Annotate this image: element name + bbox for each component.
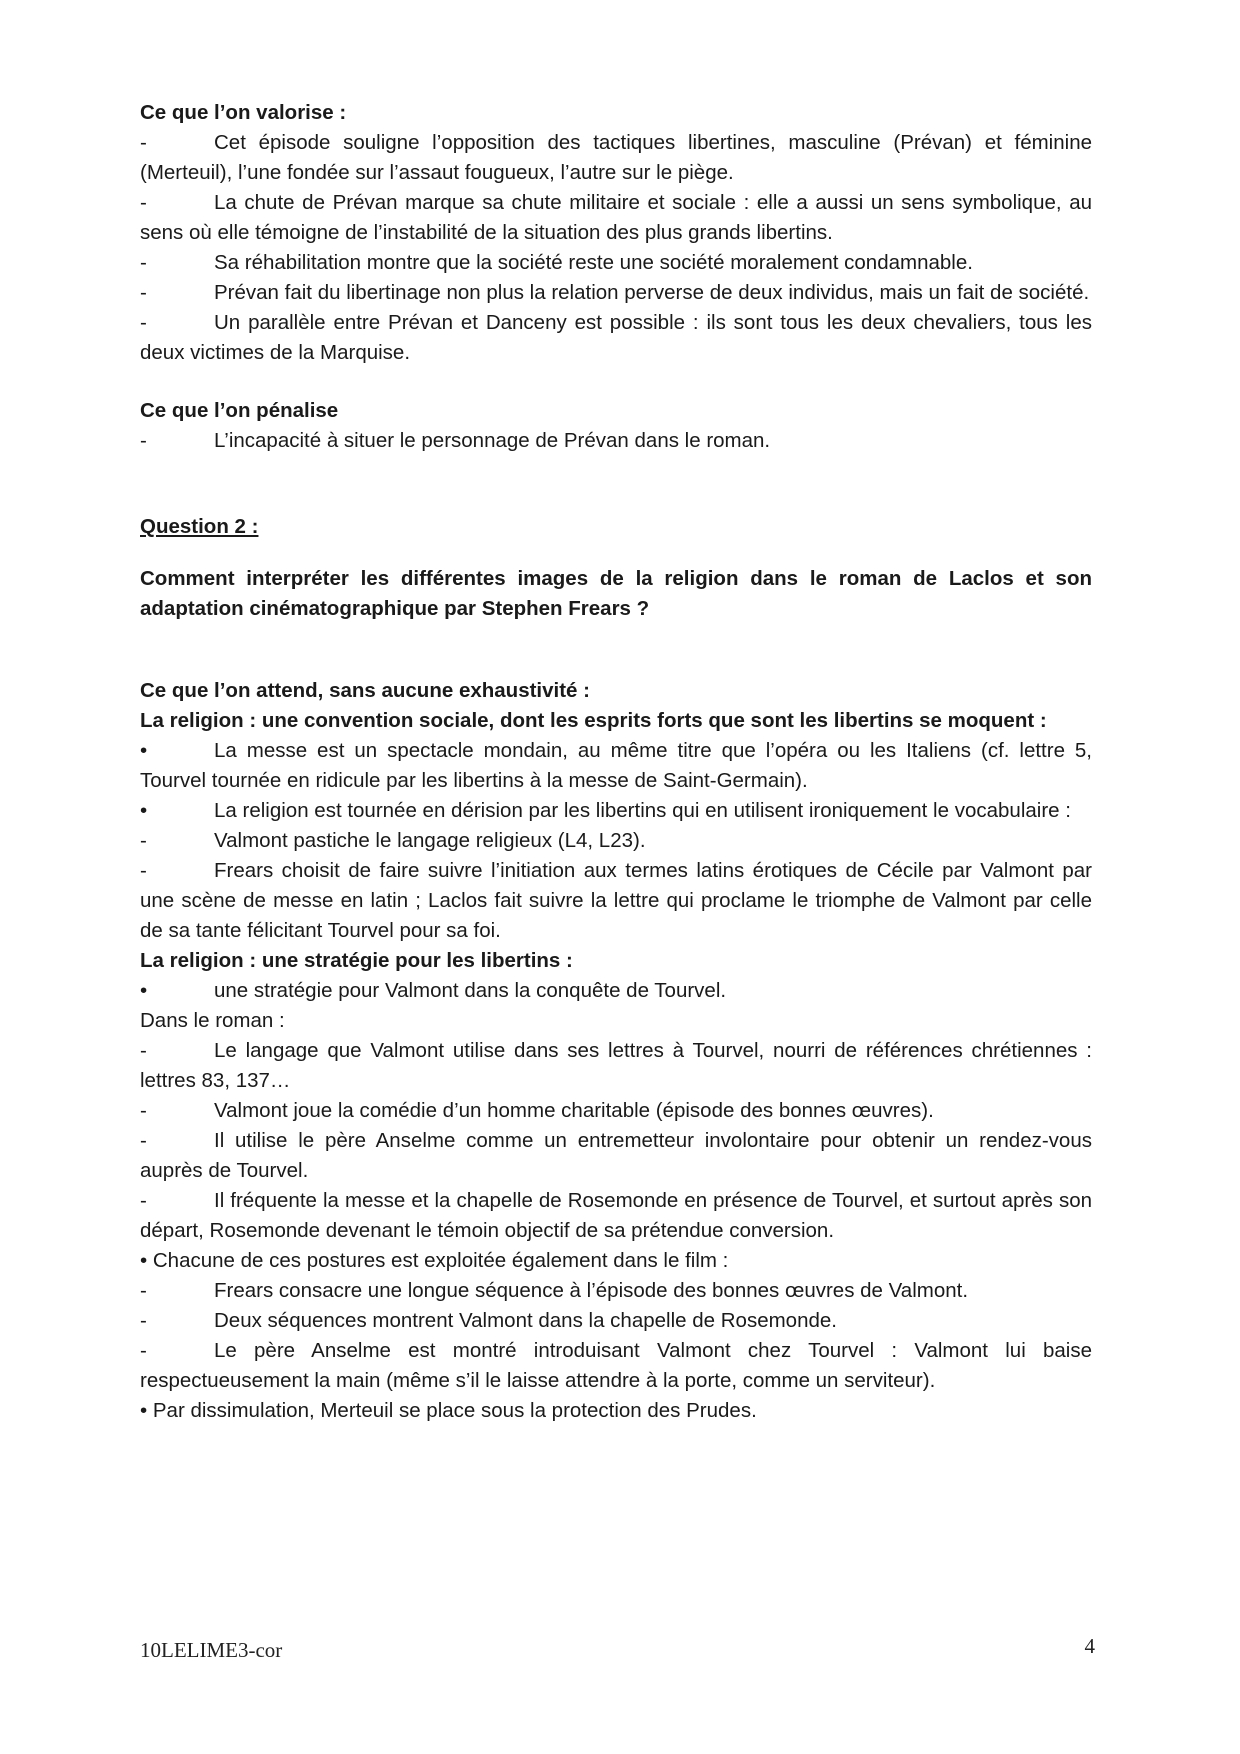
page-number: 4 <box>1084 1634 1095 1658</box>
list-item-text: Frears choisit de faire suivre l’initiation aux termes latins érotiques de Cécile par Valmont par une scène de messe en latin ; Laclos fait suivre la lettre qui proclame le triomphe de Valmont par celle de sa tante félicitant Tourvel pour sa foi. <box>140 859 1092 942</box>
dash-marker: - <box>140 859 147 882</box>
list-item-text: Deux séquences montrent Valmont dans la chapelle de Rosemonde. <box>214 1309 837 1332</box>
dash-marker: - <box>140 1189 147 1212</box>
subheading-convention: La religion : une convention sociale, dont les esprits forts que sont les libertins se moquent : <box>140 709 1047 732</box>
list-item <box>140 426 1092 456</box>
list-item <box>140 1036 1092 1096</box>
list-item <box>140 1126 1092 1186</box>
question-label: Question 2 : <box>140 515 259 538</box>
list-item <box>140 128 1092 188</box>
dash-marker: - <box>140 1279 147 1302</box>
dash-marker: - <box>140 1099 147 1122</box>
list-item <box>140 736 1092 796</box>
document-code: 10LELIME3-cor <box>140 1638 283 1662</box>
dash-marker: - <box>140 281 147 304</box>
list-item-text: Il utilise le père Anselme comme un entremetteur involontaire pour obtenir un rendez-vous auprès de Tourvel. <box>140 1129 1092 1182</box>
list-item <box>140 188 1092 248</box>
list-item <box>140 856 1092 946</box>
film-label: • Chacune de ces postures est exploitée également dans le film : <box>140 1249 729 1272</box>
list-item-text: La messe est un spectacle mondain, au même titre que l’opéra ou les Italiens (cf. lettre 5, Tourvel tournée en ridicule par les libertins à la messe de Saint-Germain). <box>140 739 1092 792</box>
list-item-text: Le père Anselme est montré introduisant Valmont chez Tourvel : Valmont lui baise respectueusement la main (même s’il le laisse attendre à la porte, comme un serviteur). <box>140 1339 1092 1392</box>
list-item-text: Prévan fait du libertinage non plus la relation perverse de deux individus, mais un fait de société. <box>214 281 1090 304</box>
list-item <box>140 308 1092 368</box>
document-body <box>140 98 1092 1426</box>
list-item-text: Un parallèle entre Prévan et Danceny est possible : ils sont tous les deux chevaliers, tous les deux victimes de la Marquise. <box>140 311 1092 364</box>
list-item-text: L’incapacité à situer le personnage de Prévan dans le roman. <box>214 429 771 452</box>
dash-marker: - <box>140 131 147 154</box>
section-heading-attend: Ce que l’on attend, sans aucune exhaustivité : <box>140 679 590 702</box>
list-item-text: Valmont joue la comédie d’un homme charitable (épisode des bonnes œuvres). <box>214 1099 934 1122</box>
list-item-text: Sa réhabilitation montre que la société reste une société moralement condamnable. <box>214 251 973 274</box>
dash-marker: - <box>140 829 147 852</box>
list-item <box>140 248 1092 278</box>
list-item-text: La chute de Prévan marque sa chute militaire et sociale : elle a aussi un sens symbolique, au sens où elle témoigne de l’instabilité de la situation des plus grands libertins. <box>140 191 1092 244</box>
list-item <box>140 796 1092 826</box>
bullet-marker: • <box>140 979 148 1002</box>
dash-marker: - <box>140 429 147 452</box>
list-item-text: Il fréquente la messe et la chapelle de Rosemonde en présence de Tourvel, et surtout après son départ, Rosemonde devenant le témoin objectif de sa prétendue conversion. <box>140 1189 1092 1242</box>
list-item-text: une stratégie pour Valmont dans la conquête de Tourvel. <box>214 979 727 1002</box>
list-item-text: La religion est tournée en dérision par les libertins qui en utilisent ironiquement le vocabulaire : <box>214 799 1071 822</box>
bullet-marker: • <box>140 739 148 762</box>
closing-line: • Par dissimulation, Merteuil se place sous la protection des Prudes. <box>140 1399 757 1422</box>
dash-marker: - <box>140 311 147 334</box>
dash-marker: - <box>140 251 147 274</box>
list-item <box>140 1186 1092 1246</box>
list-item <box>140 1336 1092 1396</box>
dash-marker: - <box>140 1129 147 1152</box>
list-item-text: Le langage que Valmont utilise dans ses lettres à Tourvel, nourri de références chrétiennes : lettres 83, 137… <box>140 1039 1092 1092</box>
list-item-text: Cet épisode souligne l’opposition des tactiques libertines, masculine (Prévan) et féminine (Merteuil), l’une fondée sur l’assaut fougueux, l’autre sur le piège. <box>140 131 1092 184</box>
list-item <box>140 1096 1092 1126</box>
question-text: Comment interpréter les différentes images de la religion dans le roman de Laclos et son adaptation cinématographique par Stephen Frears ? <box>140 567 1092 620</box>
section-heading-penalise: Ce que l’on pénalise <box>140 399 339 422</box>
dash-marker: - <box>140 1039 147 1062</box>
list-item <box>140 1306 1092 1336</box>
list-item <box>140 278 1092 308</box>
subheading-strategie: La religion : une stratégie pour les libertins : <box>140 949 573 972</box>
dash-marker: - <box>140 1339 147 1362</box>
list-item <box>140 976 1092 1006</box>
novel-label: Dans le roman : <box>140 1009 285 1032</box>
dash-marker: - <box>140 1309 147 1332</box>
section-heading-valorise: Ce que l’on valorise : <box>140 101 347 124</box>
list-item <box>140 826 1092 856</box>
list-item-text: Frears consacre une longue séquence à l’épisode des bonnes œuvres de Valmont. <box>214 1279 969 1302</box>
dash-marker: - <box>140 191 147 214</box>
bullet-marker: • <box>140 799 148 822</box>
list-item-text: Valmont pastiche le langage religieux (L4, L23). <box>214 829 646 852</box>
list-item <box>140 1276 1092 1306</box>
